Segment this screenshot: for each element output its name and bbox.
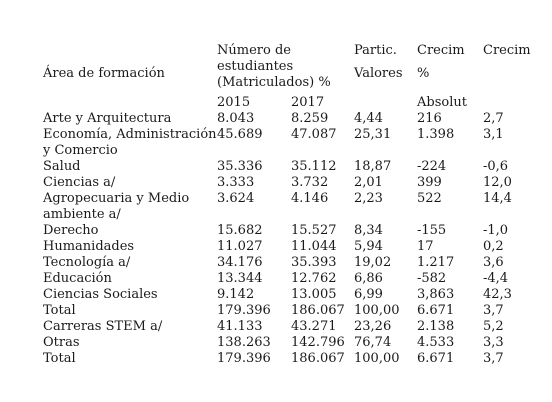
cell-2015: 41.133 xyxy=(217,319,263,334)
cell-2017: 15.527 xyxy=(291,223,337,238)
cell-area: Agropecuaria y Medio ambiente a/ xyxy=(43,191,190,222)
cell-crecim-absolut: 6.671 xyxy=(417,351,455,366)
cell-crecim-percent: 3,7 xyxy=(483,303,504,318)
table-row xyxy=(43,223,543,239)
cell-partic: 2,23 xyxy=(354,191,383,206)
cell-partic: 25,31 xyxy=(354,127,392,142)
cell-crecim-absolut: 2.138 xyxy=(417,319,455,334)
table-row xyxy=(43,127,543,159)
cell-crecim-percent: 42,3 xyxy=(483,287,512,302)
data-table xyxy=(43,111,543,367)
cell-partic: 100,00 xyxy=(354,351,400,366)
table-row xyxy=(43,255,543,271)
cell-2017: 47.087 xyxy=(291,127,337,142)
cell-2017: 142.796 xyxy=(291,335,345,350)
cell-2017: 43.271 xyxy=(291,319,337,334)
cell-partic: 76,74 xyxy=(354,335,392,350)
table-row xyxy=(43,191,543,223)
cell-partic: 18,87 xyxy=(354,159,392,174)
cell-2015: 15.682 xyxy=(217,223,263,238)
cell-crecim-percent: 12,0 xyxy=(483,175,512,190)
cell-2015: 8.043 xyxy=(217,111,255,126)
cell-2015: 179.396 xyxy=(217,303,271,318)
cell-crecim-absolut: 522 xyxy=(417,191,442,206)
cell-area: Derecho xyxy=(43,223,99,238)
cell-2017: 8.259 xyxy=(291,111,329,126)
header-partic: Partic. xyxy=(354,43,397,58)
cell-crecim-percent: 3,6 xyxy=(483,255,504,270)
cell-partic: 5,94 xyxy=(354,239,383,254)
cell-2017: 13.005 xyxy=(291,287,337,302)
cell-2017: 186.067 xyxy=(291,303,345,318)
cell-2017: 186.067 xyxy=(291,351,345,366)
cell-partic: 23,26 xyxy=(354,319,392,334)
table-row xyxy=(43,175,543,191)
cell-2017: 35.393 xyxy=(291,255,337,270)
header-valores: Valores xyxy=(354,66,403,81)
cell-crecim-percent: 3,3 xyxy=(483,335,504,350)
table-row xyxy=(43,239,543,255)
cell-2017: 3.732 xyxy=(291,175,329,190)
cell-2015: 3.624 xyxy=(217,191,255,206)
cell-area: Ciencias Sociales xyxy=(43,287,158,302)
header-year-2015: 2015 xyxy=(217,95,251,110)
cell-crecim-absolut: 4.533 xyxy=(417,335,455,350)
cell-2017: 35.112 xyxy=(291,159,337,174)
cell-area: Total xyxy=(43,351,76,366)
cell-area: Otras xyxy=(43,335,80,350)
cell-2015: 34.176 xyxy=(217,255,263,270)
table-row xyxy=(43,271,543,287)
header-crecim-absolute: Crecim xyxy=(417,43,465,58)
table-row xyxy=(43,335,543,351)
cell-2017: 4.146 xyxy=(291,191,329,206)
cell-crecim-percent: -0,6 xyxy=(483,159,509,174)
cell-2015: 9.142 xyxy=(217,287,255,302)
cell-crecim-percent: -1,0 xyxy=(483,223,509,238)
cell-2017: 11.044 xyxy=(291,239,337,254)
cell-crecim-percent: 5,2 xyxy=(483,319,504,334)
cell-crecim-percent: 3,7 xyxy=(483,351,504,366)
cell-crecim-absolut: -582 xyxy=(417,271,447,286)
table-row xyxy=(43,319,543,335)
cell-crecim-absolut: 216 xyxy=(417,111,442,126)
cell-crecim-percent: 3,1 xyxy=(483,127,504,142)
table-row xyxy=(43,159,543,175)
cell-partic: 4,44 xyxy=(354,111,383,126)
cell-2015: 179.396 xyxy=(217,351,271,366)
cell-crecim-percent: 14,4 xyxy=(483,191,512,206)
cell-crecim-absolut: 6.671 xyxy=(417,303,455,318)
cell-partic: 8,34 xyxy=(354,223,383,238)
cell-crecim-absolut: 1.398 xyxy=(417,127,455,142)
cell-partic: 6,86 xyxy=(354,271,383,286)
cell-area: Humanidades xyxy=(43,239,135,254)
table-row xyxy=(43,287,543,303)
cell-area: Arte y Arquitectura xyxy=(43,111,172,126)
cell-area: Economía, Administración y Comercio xyxy=(43,127,217,158)
cell-area: Carreras STEM a/ xyxy=(43,319,163,334)
cell-area: Ciencias a/ xyxy=(43,175,116,190)
header-absolut: Absolut xyxy=(417,95,467,110)
cell-partic: 6,99 xyxy=(354,287,383,302)
table-row xyxy=(43,351,543,367)
cell-crecim-absolut: -155 xyxy=(417,223,447,238)
cell-crecim-percent: 0,2 xyxy=(483,239,504,254)
cell-area: Salud xyxy=(43,159,81,174)
cell-2015: 11.027 xyxy=(217,239,263,254)
cell-2015: 35.336 xyxy=(217,159,263,174)
header-year-2017: 2017 xyxy=(291,95,325,110)
cell-2015: 45.689 xyxy=(217,127,263,142)
header-area: Área de formación xyxy=(43,66,165,81)
cell-2015: 138.263 xyxy=(217,335,271,350)
cell-crecim-absolut: -224 xyxy=(417,159,447,174)
table-body xyxy=(43,111,543,367)
cell-crecim-percent: -4,4 xyxy=(483,271,509,286)
cell-area: Total xyxy=(43,303,76,318)
cell-partic: 100,00 xyxy=(354,303,400,318)
cell-2017: 12.762 xyxy=(291,271,337,286)
cell-area: Tecnología a/ xyxy=(43,255,131,270)
cell-partic: 19,02 xyxy=(354,255,392,270)
table-row xyxy=(43,303,543,319)
cell-crecim-absolut: 17 xyxy=(417,239,434,254)
header-numero-estudiantes: Número de estudiantes (Matriculados) % xyxy=(217,43,331,90)
header-crecim-percent: Crecim xyxy=(483,43,531,58)
table-row xyxy=(43,111,543,127)
header-percent: % xyxy=(417,66,430,81)
cell-crecim-absolut: 1.217 xyxy=(417,255,455,270)
cell-area: Educación xyxy=(43,271,112,286)
cell-crecim-percent: 2,7 xyxy=(483,111,504,126)
cell-crecim-absolut: 3,863 xyxy=(417,287,455,302)
cell-2015: 3.333 xyxy=(217,175,255,190)
cell-crecim-absolut: 399 xyxy=(417,175,442,190)
cell-partic: 2,01 xyxy=(354,175,383,190)
cell-2015: 13.344 xyxy=(217,271,263,286)
